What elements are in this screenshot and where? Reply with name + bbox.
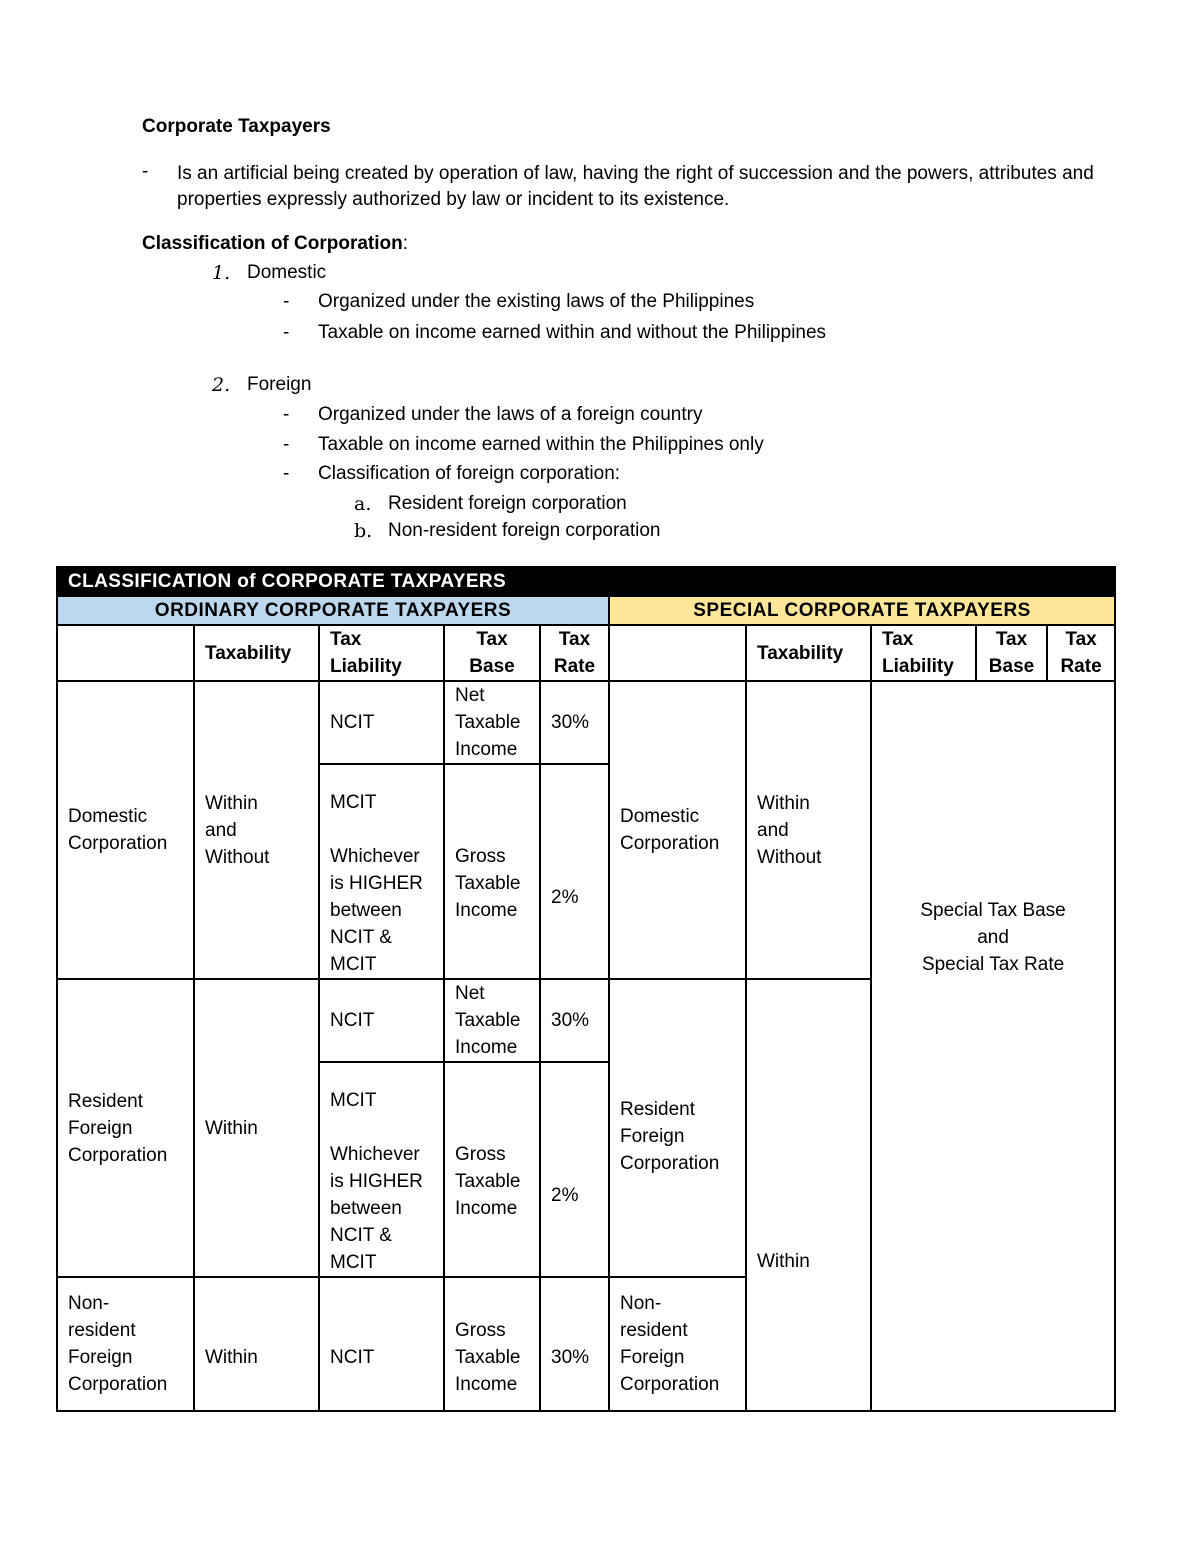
- special-domestic-name: Domestic Corporation: [609, 681, 746, 979]
- header-word: Base: [469, 656, 515, 677]
- special-nonresident-foreign-name: Non- resident Foreign Corporation: [609, 1277, 746, 1411]
- classification-colon: :: [402, 233, 409, 254]
- header-word: Tax: [330, 629, 362, 650]
- item-number: 2.: [212, 374, 231, 396]
- list-item: Organized under the laws of a foreign country: [318, 404, 703, 425]
- definition-bullet: -: [142, 161, 149, 182]
- sub-letter: b.: [354, 520, 373, 542]
- list-item: Taxable on income earned within and without the Philippines: [318, 322, 827, 343]
- nonresident-taxability: Within: [194, 1277, 319, 1411]
- resident-mcit: MCIT Whichever is HIGHER between NCIT & MCIT: [319, 1062, 444, 1277]
- header-tax-liability: [871, 625, 976, 681]
- special-title: SPECIAL CORPORATE TAXPAYERS: [609, 596, 1115, 625]
- sub-bullet: -: [283, 322, 290, 343]
- special-tax-note: Special Tax Base and Special Tax Rate: [871, 681, 1115, 1411]
- definition-text: Is an artificial being created by operation of law, having the right of succession and the powers, attributes and properties expressly authorized by law or incident to its existence.: [177, 163, 1094, 210]
- list-item: Resident foreign corporation: [388, 493, 627, 514]
- resident-mcit-rate: 2%: [540, 1062, 609, 1277]
- domestic-mcit-rate: 2%: [540, 764, 609, 979]
- header-tax-base: [976, 625, 1047, 681]
- classification-label: Classification of Corporation: [142, 233, 403, 254]
- header-word: Rate: [1060, 656, 1102, 677]
- classification-table: [56, 566, 1116, 1412]
- sub-letter: a.: [354, 493, 372, 515]
- header-blank: [609, 625, 746, 681]
- list-item: Non-resident foreign corporation: [388, 520, 661, 541]
- header-word: Tax: [1065, 629, 1097, 650]
- nonresident-liability: NCIT: [319, 1277, 444, 1411]
- domestic-taxability: Within and Without: [194, 681, 319, 979]
- header-word: Tax: [882, 629, 914, 650]
- domestic-mcit-base: Gross Taxable Income: [444, 764, 540, 979]
- nonresident-rate: 30%: [540, 1277, 609, 1411]
- header-taxability: Taxability: [746, 625, 871, 681]
- header-word: Base: [988, 656, 1035, 677]
- resident-mcit-base: Gross Taxable Income: [444, 1062, 540, 1277]
- page-title: Corporate Taxpayers: [142, 116, 331, 137]
- resident-foreign-taxability: Within: [194, 979, 319, 1277]
- header-blank: [57, 625, 194, 681]
- header-tax-rate: [1047, 625, 1115, 681]
- header-word: Liability: [882, 656, 954, 677]
- header-tax-base: [444, 625, 540, 681]
- sub-bullet: -: [283, 291, 290, 312]
- header-word: Tax: [476, 629, 508, 650]
- item-name-foreign: Foreign: [247, 374, 312, 395]
- item-number: 1.: [212, 262, 231, 284]
- header-word: Rate: [553, 656, 596, 677]
- special-resident-foreign-name: Resident Foreign Corporation: [609, 979, 746, 1277]
- domestic-name: Domestic Corporation: [57, 681, 194, 979]
- domestic-mcit: MCIT Whichever is HIGHER between NCIT & MCIT: [319, 764, 444, 979]
- special-domestic-taxability: Within and Without: [746, 681, 871, 979]
- sub-bullet: -: [283, 404, 290, 425]
- nonresident-base: Gross Taxable Income: [444, 1277, 540, 1411]
- sub-bullet: -: [283, 434, 290, 455]
- header-word: Tax: [558, 629, 591, 650]
- resident-ncit-rate: 30%: [540, 979, 609, 1062]
- list-item: Taxable on income earned within the Philippines only: [318, 434, 764, 455]
- header-tax-liability: [319, 625, 444, 681]
- list-item: Classification of foreign corporation:: [318, 463, 621, 484]
- classification-heading: [142, 233, 408, 255]
- header-tax-rate: [540, 625, 609, 681]
- nonresident-foreign-name: Non- resident Foreign Corporation: [57, 1277, 194, 1411]
- sub-bullet: -: [283, 463, 290, 484]
- domestic-ncit-base: Net Taxable Income: [444, 681, 540, 764]
- list-item: Organized under the existing laws of the Philippines: [318, 291, 755, 312]
- special-resident-foreign-taxability: Within: [746, 979, 871, 1411]
- domestic-ncit: NCIT: [319, 681, 444, 764]
- ordinary-title: ORDINARY CORPORATE TAXPAYERS: [57, 596, 609, 625]
- resident-ncit: NCIT: [319, 979, 444, 1062]
- item-name-domestic: Domestic: [247, 262, 327, 283]
- header-taxability: Taxability: [194, 625, 319, 681]
- table-banner: CLASSIFICATION of CORPORATE TAXPAYERS: [57, 567, 1115, 596]
- resident-ncit-base: Net Taxable Income: [444, 979, 540, 1062]
- resident-foreign-name: Resident Foreign Corporation: [57, 979, 194, 1277]
- domestic-ncit-rate: 30%: [540, 681, 609, 764]
- header-word: Tax: [995, 629, 1028, 650]
- header-word: Liability: [330, 656, 402, 677]
